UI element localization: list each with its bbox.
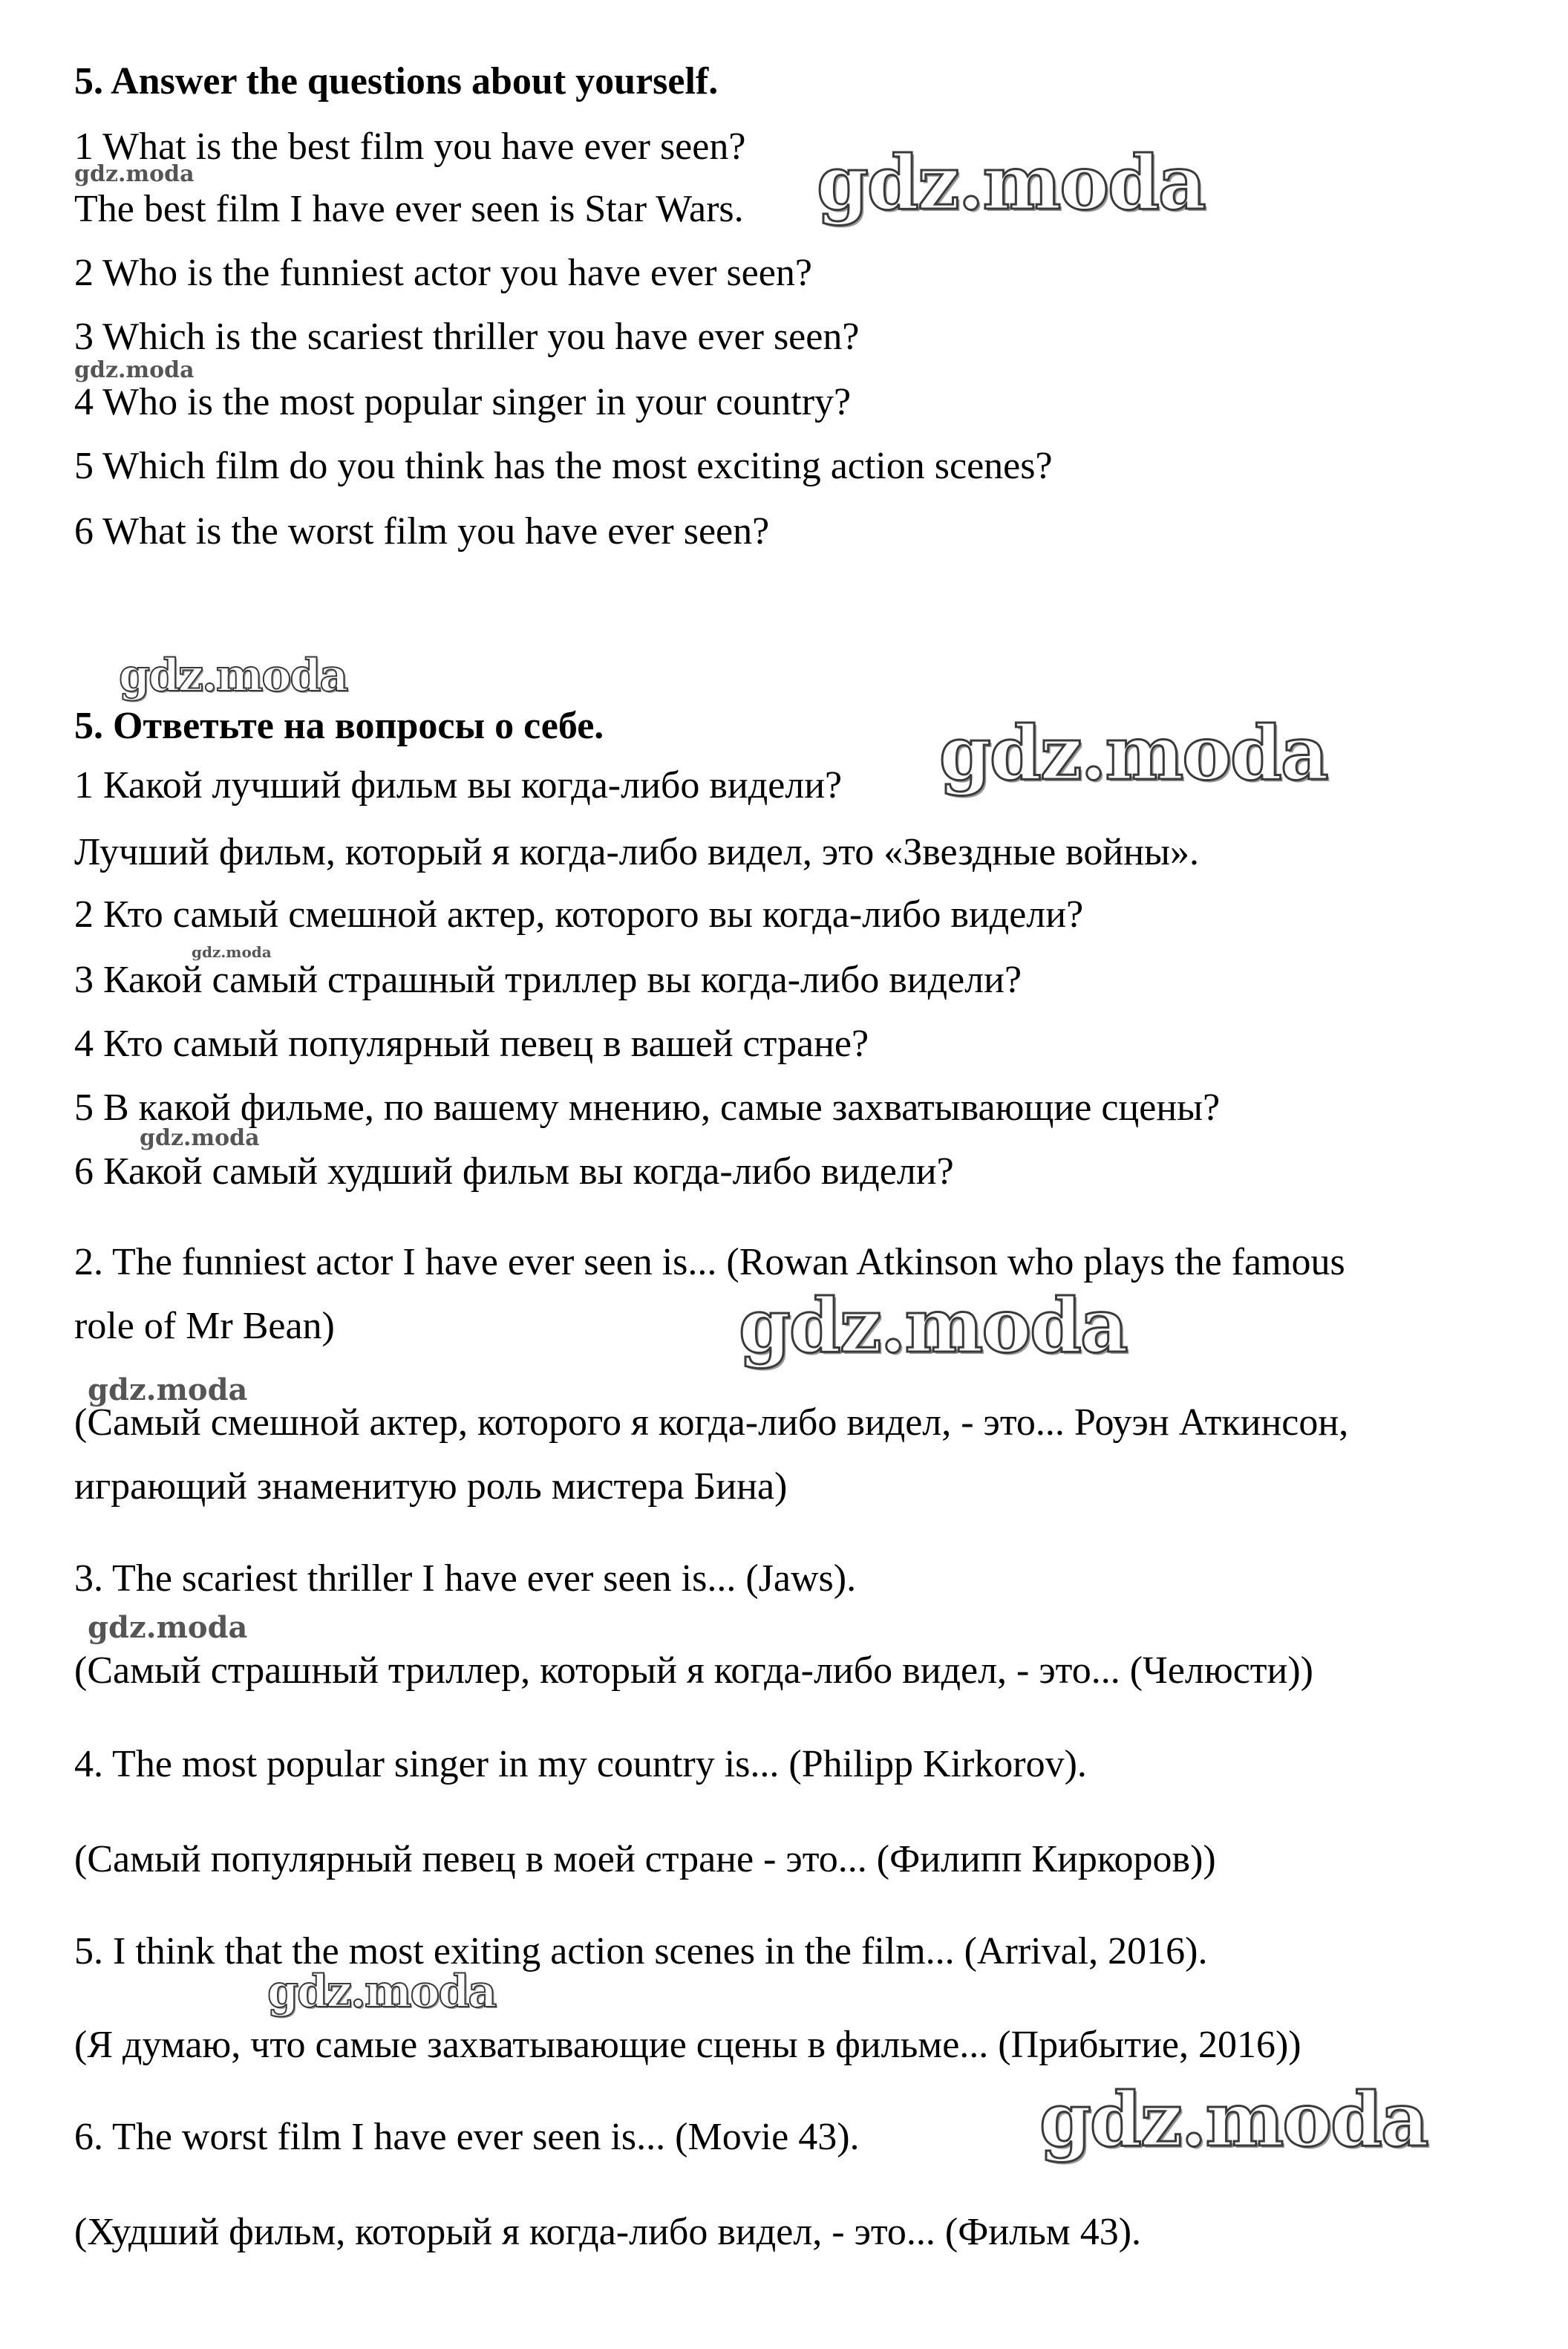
- answer-ru-line: (Я думаю, что самые захватывающие сцены в фильме... (Прибытие, 2016)): [74, 2024, 1301, 2066]
- answer-ru-line: (Самый смешной актер, которого я когда-либо видел, - это... Роуэн Аткинсон,: [74, 1401, 1349, 1444]
- answer-en-line: role of Mr Bean): [74, 1305, 335, 1347]
- watermark-logo: gdz.moda: [74, 357, 195, 383]
- task-ru-line: Лучший фильм, который я когда-либо видел, это «Звездные войны».: [74, 831, 1199, 873]
- task-ru-line: 2 Кто самый смешной актер, которого вы когда-либо видели?: [74, 893, 1084, 936]
- task-ru-line: 1 Какой лучший фильм вы когда-либо видели?: [74, 764, 843, 807]
- answer-en-line: 4. The most popular singer in my country is... (Philipp Kirkorov).: [74, 1743, 1087, 1785]
- watermark-logo: gdz.moda: [739, 1282, 1127, 1369]
- answer-en-line: 6. The worst film I have ever seen is... (Movie 43).: [74, 2116, 860, 2158]
- answer-en-line: 3. The scariest thriller I have ever seen is... (Jaws).: [74, 1557, 857, 1600]
- task-en-line: 3 Which is the scariest thriller you have ever seen?: [74, 316, 860, 358]
- watermark-logo: gdz.moda: [74, 161, 195, 187]
- watermark-logo: gdz.moda: [192, 943, 272, 961]
- answer-ru-line: (Худший фильм, который я когда-либо видел, - это... (Фильм 43).: [74, 2211, 1142, 2253]
- task-en-line: 2 Who is the funniest actor you have ever seen?: [74, 252, 812, 294]
- watermark-logo: gdz.moda: [1039, 2076, 1428, 2163]
- task-en-line: 1 What is the best film you have ever seen?: [74, 126, 746, 168]
- task-ru-line: 6 Какой самый худший фильм вы когда-либо видели?: [74, 1150, 954, 1193]
- task-ru-line: 3 Какой самый страшный триллер вы когда-либо видели?: [74, 959, 1022, 1001]
- watermark-logo: gdz.moda: [88, 1372, 248, 1407]
- task-en-line: 6 What is the worst film you have ever seen?: [74, 510, 770, 553]
- task-en-line: 5 Which film do you think has the most exciting action scenes?: [74, 445, 1053, 487]
- watermark-logo: gdz.moda: [817, 139, 1205, 227]
- task-ru-line: 4 Кто самый популярный певец в вашей стране?: [74, 1023, 869, 1065]
- answer-en-line: 2. The funniest actor I have ever seen is... (Rowan Atkinson who plays the famous: [74, 1241, 1345, 1283]
- task-ru-title: 5. Ответьте на вопросы о себе.: [74, 705, 604, 747]
- task-en-line: 4 Who is the most popular singer in your country?: [74, 381, 852, 423]
- watermark-logo: gdz.moda: [119, 650, 347, 702]
- task-ru-line: 5 В какой фильме, по вашему мнению, самые захватывающие сцены?: [74, 1086, 1221, 1129]
- watermark-logo: gdz.moda: [939, 709, 1327, 797]
- answer-ru-line: (Самый страшный триллер, который я когда-либо видел, - это... (Челюсти)): [74, 1649, 1313, 1692]
- task-en-title: 5. Answer the questions about yourself.: [74, 60, 719, 102]
- watermark-logo: gdz.moda: [140, 1125, 260, 1151]
- answer-ru-line: играющий знаменитую роль мистера Бина): [74, 1465, 788, 1508]
- watermark-logo: gdz.moda: [267, 1966, 496, 2018]
- answer-en-line: 5. I think that the most exiting action scenes in the film... (Arrival, 2016).: [74, 1930, 1208, 1972]
- watermark-logo: gdz.moda: [88, 1610, 248, 1645]
- answer-ru-line: (Самый популярный певец в моей стране - это... (Филипп Киркоров)): [74, 1838, 1216, 1880]
- task-en-line: The best film I have ever seen is Star Wars.: [74, 188, 744, 230]
